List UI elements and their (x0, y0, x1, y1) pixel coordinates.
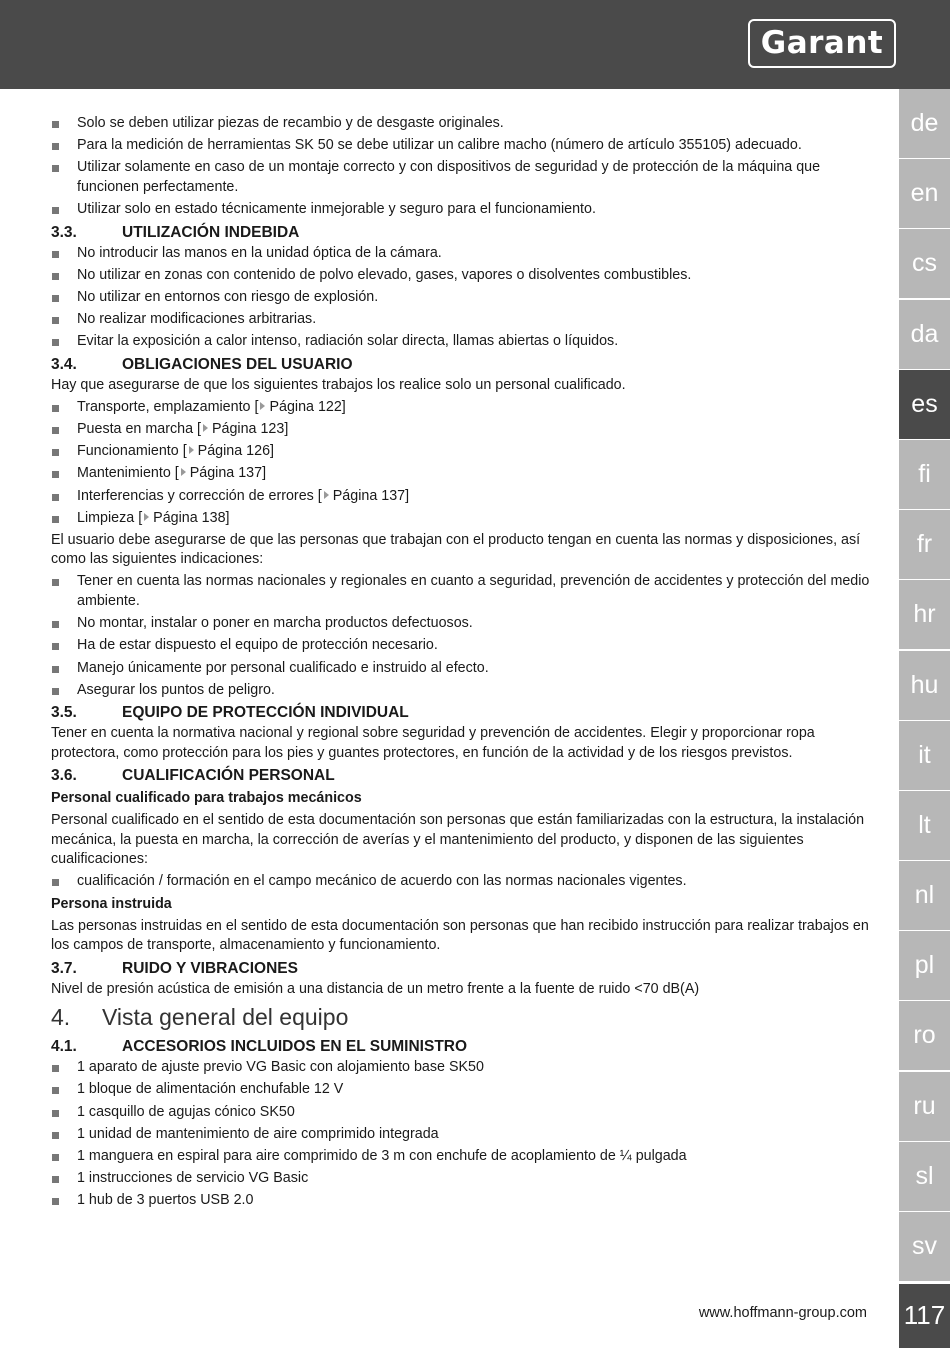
paragraph: Hay que asegurarse de que los siguientes trabajos los realice solo un personal cualificado. (51, 376, 626, 393)
page-link[interactable]: Página 138 (153, 509, 226, 526)
paragraph: Las personas instruidas en el sentido de esta documentación son personas que han recibido instrucción para realizar trabajos en los campos de transporte, almacenamiento y funcionamiento. (51, 917, 869, 954)
tab-lang-hr[interactable]: hr (899, 580, 950, 649)
arrow-icon (189, 446, 194, 454)
chapter-title: Vista general del equipo (102, 1004, 349, 1031)
paragraph: El usuario debe asegurarse de que las personas que trabajan con el producto tengan en cuenta las normas y disposiciones, así como las siguientes indicaciones: (51, 531, 861, 568)
chapter-heading (51, 1003, 871, 1031)
tab-lang-fi[interactable]: fi (899, 440, 950, 509)
misuse-list (51, 244, 871, 352)
reference-label: Limpieza [ (77, 509, 143, 526)
tab-lang-it[interactable]: it (899, 721, 950, 790)
section-title: OBLIGACIONES DEL USUARIO (122, 355, 353, 373)
list-item: No utilizar en entornos con riesgo de explosión. (51, 288, 871, 308)
section-number: 4.1. (51, 1038, 77, 1056)
paragraph: Personal cualificado en el sentido de esta documentación son personas que están familiarizadas con la estructura, la instalación mecánica, la puesta en marcha, la corrección de averías y el mantenimiento del producto, y disponen de las siguientes cualificaciones: (51, 812, 865, 868)
tab-lang-fr[interactable]: fr (899, 510, 950, 579)
page-number: 117 (899, 1284, 950, 1348)
section-heading (51, 766, 871, 786)
tab-lang-hu[interactable]: hu (899, 651, 950, 720)
list-item: Evitar la exposición a calor intenso, radiación solar directa, llamas abiertas o líquidos. (51, 332, 871, 352)
tab-lang-en[interactable]: en (899, 159, 950, 228)
bracket: ] (262, 465, 267, 482)
reference-list (51, 398, 871, 528)
intro-list (51, 114, 871, 220)
reference-label: Interferencias y corrección de errores [ (77, 487, 322, 504)
arrow-icon (181, 468, 186, 476)
paragraph: Tener en cuenta la normativa nacional y regional sobre seguridad y prevención de accidentes. Elegir y proporcionar ropa protectora, como protección para los pies y guantes protectores, en función de la actividad y de los riesgos previstos. (51, 725, 815, 761)
list-item: Ha de estar dispuesto el equipo de protección necesario. (51, 636, 871, 656)
page-header (0, 0, 950, 89)
subheading: Persona instruida (51, 895, 172, 912)
arrow-icon (324, 491, 329, 499)
reference-label: Funcionamiento [ (77, 443, 187, 460)
qualification-list (51, 872, 871, 892)
list-item: Utilizar solamente en caso de un montaje correcto y con dispositivos de seguridad y de protección de la máquina que funcionen perfectamente. (51, 158, 871, 197)
reference-label: Transporte, emplazamiento [ (77, 398, 259, 415)
list-item: 1 instrucciones de servicio VG Basic (51, 1169, 871, 1189)
tab-lang-de[interactable]: de (899, 89, 950, 158)
arrow-icon (203, 424, 208, 432)
section-number: 3.3. (51, 223, 77, 241)
section-number: 3.6. (51, 767, 77, 785)
bracket: ] (225, 509, 230, 526)
section-heading (51, 355, 871, 375)
list-item: 1 manguera en espiral para aire comprimido de 3 m con enchufe de acoplamiento de ¼ pulgada (51, 1147, 871, 1167)
list-item: No realizar modificaciones arbitrarias. (51, 310, 871, 330)
page-link[interactable]: Página 126 (197, 443, 271, 460)
tab-lang-pl[interactable]: pl (899, 931, 950, 1000)
reference-item (51, 398, 871, 418)
section-heading (51, 223, 871, 243)
arrow-icon (260, 402, 265, 410)
reference-item (51, 509, 871, 529)
reference-label: Mantenimiento [ (77, 465, 179, 482)
section-number: 3.7. (51, 959, 77, 977)
page-link[interactable]: Página 122 (269, 398, 342, 415)
bracket: ] (341, 398, 346, 415)
garant-logo: Garant (748, 19, 896, 68)
reference-label: Puesta en marcha [ (77, 421, 201, 437)
list-item: Manejo únicamente por personal cualificado e instruido al efecto. (51, 659, 871, 679)
list-item: No montar, instalar o poner en marcha productos defectuosos. (51, 614, 871, 634)
section-title: RUIDO Y VIBRACIONES (122, 959, 298, 977)
section-title: UTILIZACIÓN INDEBIDA (122, 223, 300, 241)
list-item: Solo se deben utilizar piezas de recambio y de desgaste originales. (51, 114, 871, 134)
tab-lang-nl[interactable]: nl (899, 861, 950, 930)
accessories-list (51, 1058, 871, 1211)
page-link[interactable]: Página 137 (332, 487, 406, 504)
obligations-list (51, 572, 871, 700)
list-item: 1 bloque de alimentación enchufable 12 V (51, 1080, 871, 1100)
tab-lang-sl[interactable]: sl (899, 1142, 950, 1211)
section-heading (51, 1037, 871, 1057)
tab-lang-lt[interactable]: lt (899, 791, 950, 860)
section-number: 3.5. (51, 704, 77, 722)
reference-item (51, 464, 871, 484)
list-item: Tener en cuenta las normas nacionales y regionales en cuanto a seguridad, prevención de accidentes y protección del medio ambiente. (51, 572, 871, 611)
bracket: ] (284, 421, 289, 437)
page-link[interactable]: Página 137 (189, 465, 263, 482)
tab-lang-ro[interactable]: ro (899, 1001, 950, 1070)
reference-item (51, 442, 871, 462)
language-tabs (899, 89, 950, 1282)
arrow-icon (144, 513, 149, 521)
subheading: Personal cualificado para trabajos mecánicos (51, 790, 362, 807)
section-title: ACCESORIOS INCLUIDOS EN EL SUMINISTRO (122, 1038, 468, 1056)
tab-lang-es[interactable]: es (899, 370, 950, 439)
paragraph: Nivel de presión acústica de emisión a una distancia de un metro frente a la fuente de ruido <70 dB(A) (51, 980, 700, 997)
page-link[interactable]: Página 123 (211, 421, 285, 437)
section-number: 3.4. (51, 355, 77, 373)
section-heading (51, 703, 871, 723)
tab-lang-cs[interactable]: cs (899, 229, 950, 298)
list-item: Asegurar los puntos de peligro. (51, 681, 871, 701)
reference-item (51, 420, 871, 440)
tab-lang-sv[interactable]: sv (899, 1212, 950, 1281)
list-item: 1 unidad de mantenimiento de aire comprimido integrada (51, 1125, 871, 1145)
footer-url[interactable]: www.hoffmann-group.com (698, 1305, 867, 1321)
tab-lang-da[interactable]: da (899, 300, 950, 369)
list-item: Para la medición de herramientas SK 50 se debe utilizar un calibre macho (número de artículo 355105) adecuado. (51, 136, 871, 156)
section-title: CUALIFICACIÓN PERSONAL (122, 767, 335, 785)
reference-item (51, 487, 871, 507)
list-item: cualificación / formación en el campo mecánico de acuerdo con las normas nacionales vigentes. (51, 872, 871, 892)
section-heading (51, 959, 871, 979)
bracket: ] (270, 443, 274, 460)
list-item: 1 hub de 3 puertos USB 2.0 (51, 1191, 871, 1211)
list-item: 1 casquillo de agujas cónico SK50 (51, 1103, 871, 1123)
tab-lang-ru[interactable]: ru (899, 1072, 950, 1141)
chapter-number: 4. (51, 1004, 71, 1031)
section-title: EQUIPO DE PROTECCIÓN INDIVIDUAL (122, 704, 409, 722)
main-content (51, 114, 871, 1214)
list-item: No utilizar en zonas con contenido de polvo elevado, gases, vapores o disolventes combustibles. (51, 266, 871, 286)
bracket: ] (405, 487, 410, 504)
list-item: No introducir las manos en la unidad óptica de la cámara. (51, 244, 871, 264)
list-item: Utilizar solo en estado técnicamente inmejorable y seguro para el funcionamiento. (51, 200, 871, 220)
list-item: 1 aparato de ajuste previo VG Basic con alojamiento base SK50 (51, 1058, 871, 1078)
